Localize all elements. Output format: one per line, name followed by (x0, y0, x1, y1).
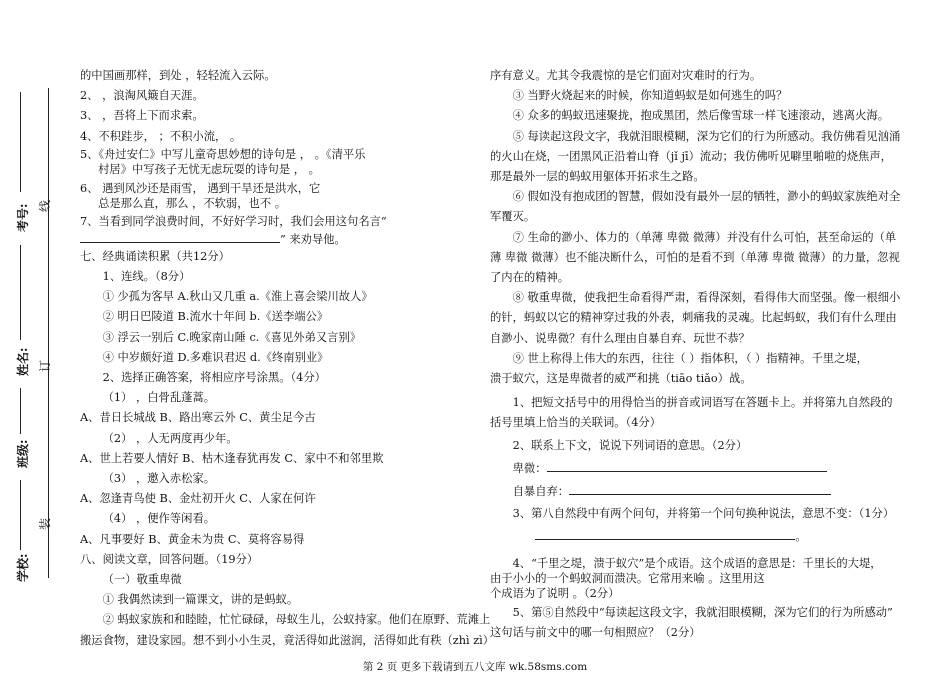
para-7b: 薄 卑微 微薄）也不能决断什么，可怕的是看不到（单薄 卑微 微薄）的力量，忽视 (490, 250, 900, 264)
section-7-title: 七、经典诵读积累（共12分） (80, 249, 230, 263)
para-6b: 军覆灭。 (490, 210, 536, 224)
para-9b: 溃于蚁穴，这是卑微者的威严和挑（tiāo tiǎo）战。 (490, 372, 752, 386)
banji-field[interactable] (20, 388, 21, 434)
article-title: （一）敬重卑微 (102, 573, 182, 587)
para-8b: 的针，蚂蚁以它的精神穿过我的外表，刺痛我的灵魂。比起蚂蚁，我们有什么理由 (490, 311, 897, 325)
para-5b: 的火山在烧，一团黑风正沿着山脊（jǐ jī）流动；我仿佛听见噼里啪啦的烧焦声， (490, 149, 892, 163)
label-kaohao: 考号: (16, 203, 30, 232)
kaohao-field[interactable] (20, 92, 21, 192)
fill-line-5: 5、《舟过安仁》中写儿童奇思妙想的诗句是 ， 。《清平乐 (80, 147, 366, 161)
choice-q4: （4） ，便作等闲看。 (102, 512, 216, 526)
answer-blank[interactable] (80, 229, 280, 243)
left-column (80, 66, 495, 651)
choice-q2: （2） ，人无两度再少年。 (102, 431, 238, 445)
match-row-3: ③ 浮云一别后 C.晚家南山陲 c.《喜见外弟又言别》 (102, 330, 362, 344)
binding-margin (0, 0, 75, 689)
para-r1: 序有意义。尤其令我震惊的是它们面对灾难时的行为。 (490, 69, 762, 82)
fill-line-3: 3、 ，吾将上下而求索。 (80, 109, 204, 123)
match-row-2: ② 明日巴陵道 B.流水十年间 b.《送李端公》 (102, 310, 329, 324)
label-banji: 班级: (16, 439, 30, 468)
choice-q1: （1） ，白骨乱蓬蒿。 (102, 391, 216, 405)
q8-4b: 由于小小的一个蚂蚁洞而溃决。它常用来喻 。这里用这 (490, 571, 765, 585)
para-7a: ⑦ 生命的渺小、体力的（单薄 卑微 微薄）并没有什么可怕，甚至命运的（单 (512, 230, 897, 244)
right-column (490, 66, 900, 643)
para-2b: 搬运食物，建设家园。想不到小小生灵，竟活得如此滋润，活得如此有秩（zhì zì） (80, 633, 495, 647)
para-8c: 自渺小、说卑微？有什么理由自暴自弃、玩世不恭？ (490, 331, 750, 345)
choice-q3: （3） ，邀入赤松家。 (102, 472, 216, 486)
fill-line-8: 总是那么直，那么 ，不软弱，也不 。 (98, 196, 287, 210)
page-footer: 第 2 页 更多下载请到五八文库 wk.58sms.com (362, 661, 588, 673)
fill-line-7: 6、 遇到风沙还是雨雪， 遇到干旱还是洪水，它 (80, 181, 321, 195)
label-zhuang: 装 (38, 517, 52, 530)
xingming-field[interactable] (20, 245, 21, 340)
label-xian: 线 (38, 199, 52, 212)
binding-line (48, 88, 49, 578)
q8-5b: 这句话与前文中的哪一句相照应？（2分） (490, 625, 701, 639)
para-6a: ⑥ 假如没有抱成团的智慧，假如没有最外一层的牺牲，渺小的蚂蚁家族绝对全 (512, 190, 901, 204)
xuexiao-field[interactable] (20, 480, 21, 550)
choice-q4-options[interactable]: A、凡事要好 B、黄金未为贵 C、莫将容易得 (80, 532, 305, 546)
label-ding: 订 (38, 359, 52, 372)
section-8-title: 八、阅读文章，回答问题。（19分） (80, 552, 259, 566)
para-4: ④ 众多的蚂蚁迅速聚拢，抱成黑团，然后像雪球一样飞速滚动，逃离火海。 (512, 109, 889, 123)
q8-2: 2、联系上下文，说说下列词语的意思。（2分） (512, 438, 748, 452)
q8-3-answer-line: 。 (490, 526, 900, 547)
choice-q3-options[interactable]: A、忽逢青鸟使 B、金灶初开火 C、人家在何许 (80, 492, 316, 506)
fill-line-2: 2、 ，浪淘风簸自天涯。 (80, 89, 204, 103)
q7-2: 2、选择正确答案，将相应序号涂黑。（4分） (102, 371, 326, 385)
word-beiwei: 卑微： (490, 458, 900, 479)
para-3: ③ 当野火烧起来的时候，你知道蚂蚁是如何逃生的吗？ (512, 89, 788, 103)
para-9a: ⑨ 世上称得上伟大的东西，往往（ ）指体积，（ ）指精神。千里之堤， (512, 351, 868, 365)
q8-4a: 4、“千里之堤，溃于蚁穴”是个成语。这个成语的意思是：千里长的大堤， (512, 556, 882, 570)
fill-line-10: ” 来劝导他。 (80, 229, 460, 247)
q8-1a: 1、把短文括号中的用得恰当的拼音或词语写在答题卡上。并将第九自然段的 (512, 396, 893, 410)
match-row-4: ④ 中岁颇好道 D.多难识君迟 d.《终南别业》 (102, 350, 329, 364)
para-8a: ⑧ 敬重卑微，使我把生命看得严肃，看得深刻，看得伟大而坚强。像一根细小 (512, 291, 901, 305)
para-5a: ⑤ 每读起这段文字，我就泪眼模糊，深为它们的行为所感动。我仿佛看见汹涌 (512, 129, 901, 143)
para-7c: 了内在的精神。 (490, 271, 570, 285)
fill-line-9: 7、当看到同学浪费时间，不好好学习时，我们会用这句名言“ (80, 214, 387, 228)
q8-3-answer[interactable] (535, 526, 795, 540)
q8-4c: 个成语为了说明 。（2分） (490, 586, 620, 600)
beiwei-answer[interactable] (547, 458, 827, 472)
word-zibaoziqi: 自暴自弃： (490, 481, 900, 502)
choice-q2-options[interactable]: A、世上若要人情好 B、枯木逢春犹再发 C、家中不和邻里欺 (80, 451, 384, 465)
fill-line-6: 村居》中写孩子无忧无虑玩耍的诗句是 ， 。 (98, 162, 320, 176)
fill-line-4: 4、不积跬步， ；不积小流， 。 (80, 129, 242, 143)
label-xingming: 姓名: (16, 347, 30, 376)
q7-1: 1、连线。（8分） (102, 270, 191, 284)
q8-5a: 5、第⑤自然段中“每读起这段文字，我就泪眼模糊，深为它们的行为所感动” (512, 605, 893, 619)
q8-3: 3、第八自然段中有两个问句，并将第一个问句换种说法，意思不变：（1分） (512, 507, 895, 521)
choice-q1-options[interactable]: A、昔日长城战 B、路出寒云外 C、黄尘足今古 (80, 411, 316, 425)
zibaoziqi-answer[interactable] (569, 481, 831, 495)
match-row-1: ① 少孤为客早 A.秋山又几重 a.《淮上喜会梁川故人》 (102, 290, 373, 304)
fill-line-1: 的中国画那样，到处 ，轻轻流入云际。 (80, 69, 276, 82)
label-xuexiao: 学校: (16, 553, 30, 582)
q8-1b: 括号里填上恰当的关联词。（4分） (490, 416, 661, 430)
para-2a: ② 蚂蚁家族和和睦睦，忙忙碌碌，母蚁生儿，公蚁持家。他们在原野、荒滩上 (102, 613, 491, 627)
para-5c: 那是最外一层的蚂蚁用躯体开拓求生之路。 (490, 170, 705, 184)
para-1: ① 我偶然读到一篇课文，讲的是蚂蚁。 (102, 593, 299, 607)
